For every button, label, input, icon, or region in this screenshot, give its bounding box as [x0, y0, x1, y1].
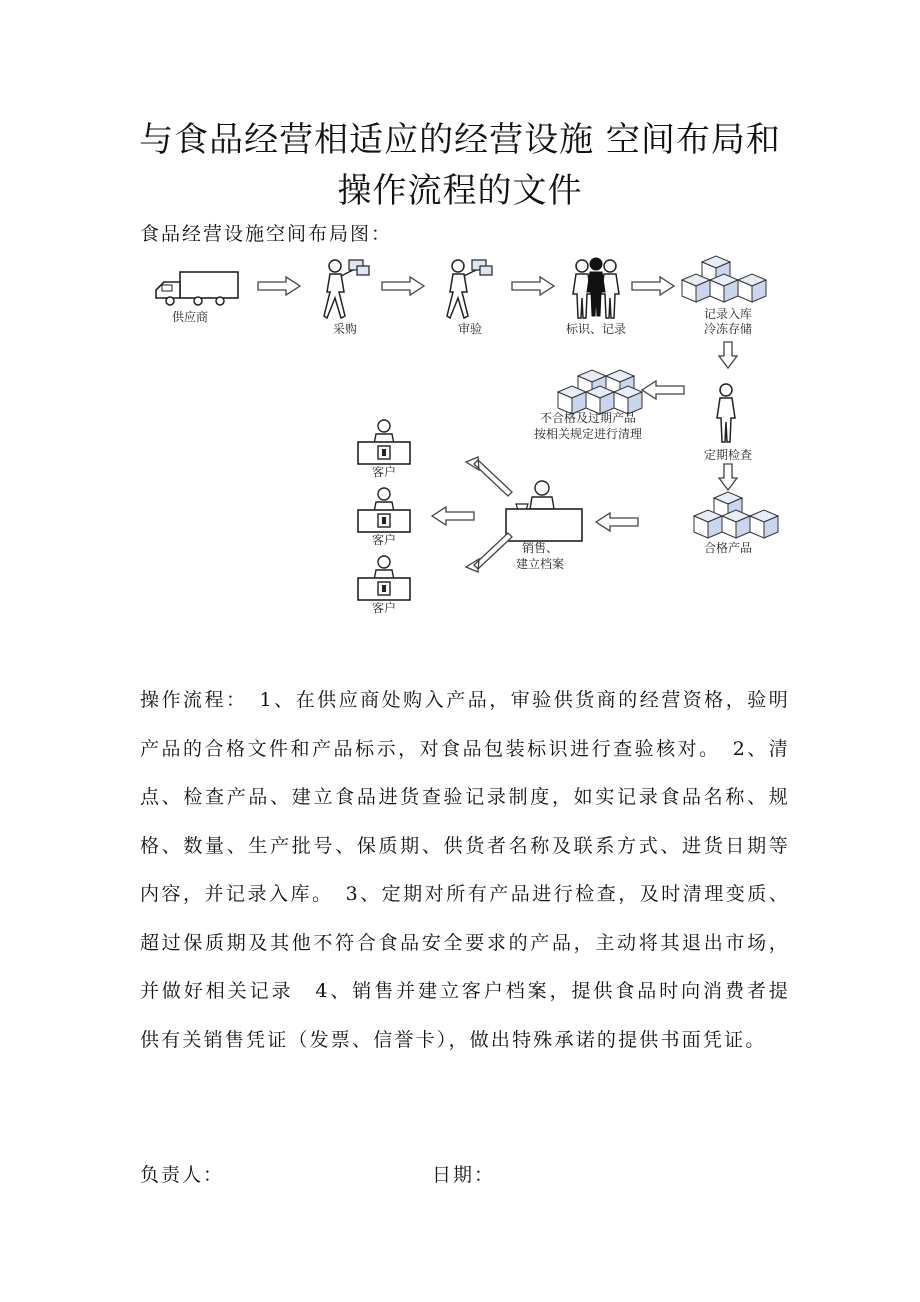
qualified-boxes-icon	[694, 492, 778, 538]
responsible-label: 负责人：	[140, 1164, 225, 1186]
arrow-down-icon	[719, 342, 737, 368]
inspector-icon	[447, 260, 492, 318]
title-line-2: 操作流程的文件	[337, 171, 583, 211]
label-reject-2: 按相关规定进行清理	[533, 427, 643, 441]
label-sales-1: 销售、	[521, 541, 559, 555]
sales-desk-icon	[506, 481, 582, 541]
label-store-1: 记录入库	[703, 307, 753, 321]
arrow-left-icon	[596, 513, 638, 531]
layout-diagram	[140, 252, 790, 632]
arrow-down-left-icon	[466, 533, 512, 572]
arrow-right-icon	[512, 277, 554, 295]
date-label: 日期：	[432, 1164, 496, 1186]
arrow-down-icon	[719, 464, 737, 490]
truck-icon	[156, 272, 238, 305]
label-customer-3: 客户	[371, 601, 397, 615]
diagram-caption: 食品经营设施空间布局图：	[140, 223, 393, 245]
label-reject-1: 不合格及过期产品	[539, 411, 637, 425]
label-identify: 标识、记录	[565, 322, 627, 336]
arrow-up-left-icon	[466, 457, 512, 496]
arrow-right-icon	[382, 277, 424, 295]
label-store-2: 冷冻存储	[703, 322, 753, 336]
procedure-paragraph: 操作流程： 1、在供应商处购入产品，审验供货商的经营资格，验明产品的合格文件和产品标示，对食品包装标识进行查验核对。 2、清点、检查产品、建立食品进货查验记录制度，如实记录食品名称、规格、数量、生产批号、保质期、供货者名称及联系方式、进货日期等内容，并记录入库。 3、定期对所有产品进行检查，及时清理变质、超过保质期及其他不符合食品安全要求的产品，主动将其退出市场，并做好相关记录 4、销售并建立客户档案，提供食品时向消费者提供有关销售凭证（发票、信誉卡），做出特殊承诺的提供书面凭证。	[140, 689, 790, 1051]
title-line-1: 与食品经营相适应的经营设施 空间布局和	[139, 120, 781, 160]
customer-desk-icon	[358, 556, 410, 600]
label-customer-2: 客户	[371, 533, 397, 547]
storage-boxes-icon	[682, 256, 766, 302]
customer-desk-icon	[358, 488, 410, 532]
rejected-boxes-icon	[558, 370, 642, 414]
customer-desk-icon	[358, 420, 410, 464]
label-customer-1: 客户	[371, 465, 397, 479]
label-supplier: 供应商	[171, 310, 209, 324]
label-sales-2: 建立档案	[515, 557, 565, 571]
group-people-icon	[573, 258, 619, 318]
arrow-left-icon	[432, 507, 474, 525]
label-purchase: 采购	[332, 322, 358, 336]
label-qualified: 合格产品	[703, 541, 753, 555]
checker-icon	[717, 384, 735, 442]
arrow-right-icon	[258, 277, 300, 295]
arrow-right-icon	[632, 277, 674, 295]
purchaser-icon	[324, 260, 369, 318]
label-inspect: 审验	[457, 322, 483, 336]
arrow-left-icon	[642, 381, 684, 399]
label-periodic-check: 定期检查	[703, 448, 753, 462]
